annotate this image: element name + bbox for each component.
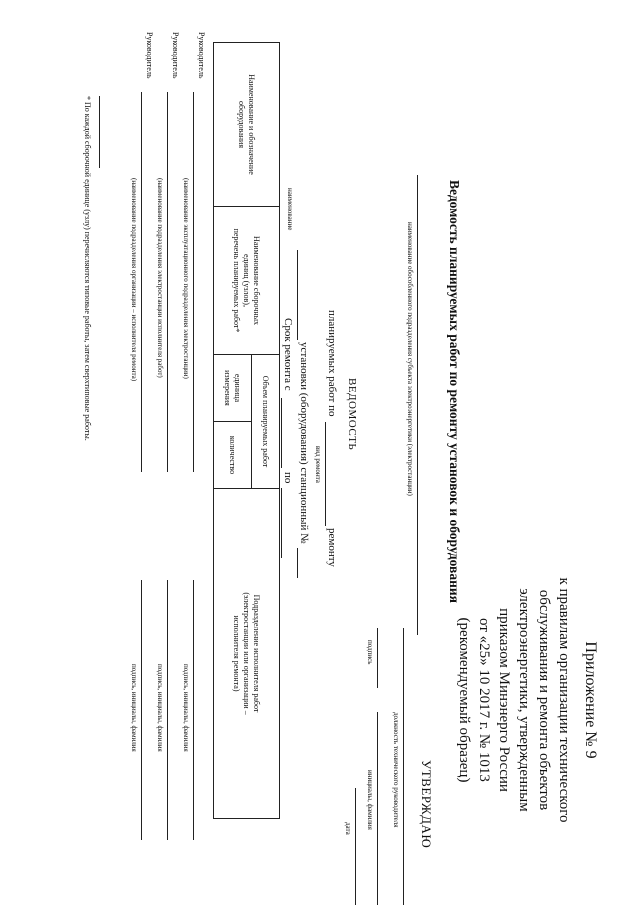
term-from-line: [281, 398, 282, 468]
header-unit: [214, 355, 252, 422]
signature-sign-line: [193, 580, 194, 840]
header-equipment-label: Наименование и обозначение оборудования: [237, 74, 257, 175]
approve-name-caption: инициалы, фамилия: [366, 770, 374, 830]
statement-planned-suffix: ремонту: [326, 528, 338, 567]
works-table: [213, 42, 280, 819]
signature-sign-caption: подпись, инициалы, фамилия: [182, 664, 190, 752]
header-contractor-line: исполнителя ремонта): [232, 615, 242, 692]
approve-label: УТВЕРЖДАЮ: [419, 760, 434, 849]
approve-date-caption: дата: [344, 822, 352, 835]
repair-type-caption: вид ремонта: [314, 446, 322, 483]
equipment-name-line: [297, 250, 298, 340]
footnote-separator: [99, 96, 100, 168]
equipment-name-caption: наименование: [286, 188, 294, 231]
signature-org-caption: (наименование эксплуатационного подразделения электростанции): [182, 178, 190, 379]
signature-org-caption: (наименование подразделения организации – исполнителя ремонта): [130, 178, 138, 382]
approve-date-line: [355, 788, 356, 905]
approve-signature-line: [377, 628, 378, 688]
statement-heading: ВЕДОМОСТЬ: [346, 378, 358, 451]
repair-type-line: [325, 422, 326, 526]
signature-org-line: [167, 92, 168, 472]
signature-org-line: [193, 92, 194, 472]
header-contractor: [214, 489, 280, 819]
appendix-line: обслуживания и ремонта объектов: [536, 589, 552, 811]
approve-position-line: [403, 628, 404, 905]
statement-planned-prefix: планируемых работ по: [326, 310, 338, 417]
station-number-line: [297, 548, 298, 578]
station-text: установки (оборудования) станционный №: [298, 342, 310, 544]
appendix-line: электроэнергетики, утвержденным: [516, 588, 532, 812]
repair-term-to: по: [282, 472, 294, 484]
footnote: * По каждой сборочной единице (узлу) перечисляются типовые работы, затем сверхтиповые работы.: [83, 96, 92, 441]
signature-sign-caption: подпись, инициалы, фамилия: [156, 664, 164, 752]
approve-position-caption: должность технического руководителя: [392, 712, 400, 828]
approve-name-line: [377, 712, 378, 905]
signature-role: Руководитель: [197, 32, 206, 79]
document-title: Ведомость планируемых работ по ремонту установок и оборудования: [447, 180, 462, 603]
signature-org-line: [141, 92, 142, 472]
signature-role: Руководитель: [171, 32, 180, 79]
signature-role: Руководитель: [145, 32, 154, 79]
appendix-number: Приложение № 9: [582, 641, 599, 759]
appendix-order-date: от «25» 10 2017 г. № 1013: [476, 618, 492, 782]
table-header-row: [252, 43, 280, 819]
appendix-line: приказом Минэнерго России: [496, 608, 512, 792]
header-assembly-line: единиц (узлов),: [242, 254, 252, 307]
appendix-line: к правилам организации технического: [556, 577, 572, 823]
header-assembly-line: перечень планируемых работ*: [232, 228, 242, 333]
signature-sign-line: [167, 580, 168, 840]
header-assembly-line: Наименование сборочных: [252, 235, 262, 326]
appendix-note: (рекомендуемый образец): [456, 617, 472, 783]
approve-signature-caption: подпись: [366, 640, 374, 665]
header-quantity: количество: [214, 422, 252, 489]
org-caption: наименование обособленного подразделения субъекта электроэнергетики (электростанции): [406, 222, 414, 496]
header-unit-line: измерения: [223, 370, 233, 406]
signature-org-caption: (наименование подразделения электростанции исполнителя работ): [156, 178, 164, 378]
term-to-line: [281, 488, 282, 558]
repair-term-from: Срок ремонта с: [282, 318, 294, 391]
signature-sign-line: [141, 580, 142, 840]
header-contractor-line: (электростанции или организации –: [242, 592, 252, 715]
signature-sign-caption: подпись, инициалы, фамилия: [130, 664, 138, 752]
org-line: [417, 175, 418, 635]
header-unit-line: единица: [233, 373, 243, 403]
header-contractor-line: Подразделение исполнителя работ: [252, 594, 262, 713]
header-volume-group: Объем планируемых работ: [252, 355, 280, 489]
header-equipment: [214, 43, 280, 207]
header-assembly-units: [214, 207, 280, 355]
appendix-header: [454, 540, 600, 860]
